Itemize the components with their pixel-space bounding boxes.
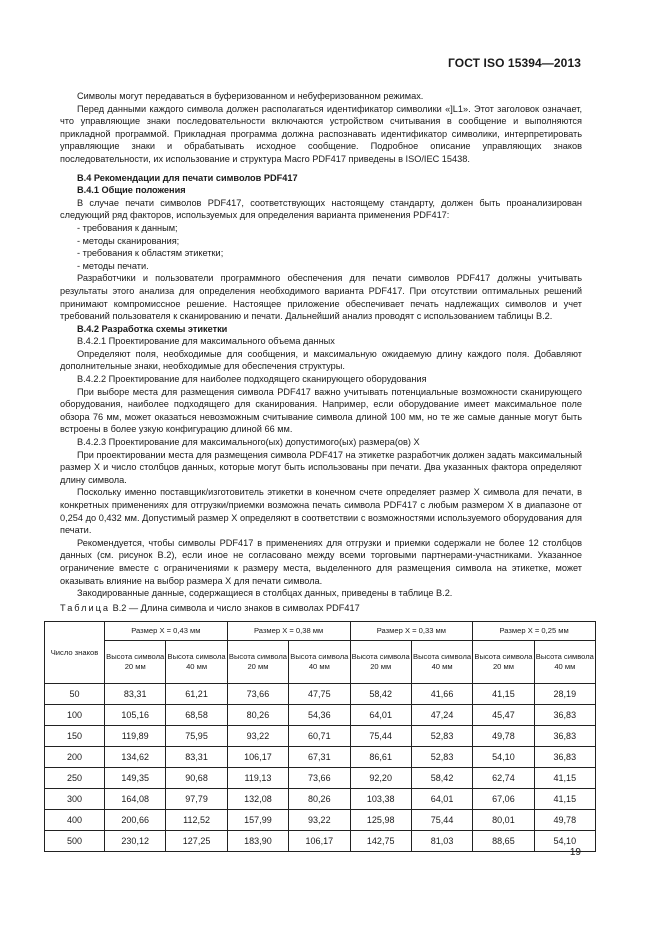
length-cell: 58,42: [350, 684, 411, 705]
group-header: Размер X = 0,25 мм: [473, 622, 596, 641]
length-cell: 81,03: [411, 831, 472, 852]
char-count-cell: 500: [45, 831, 105, 852]
length-cell: 93,22: [289, 810, 350, 831]
char-count-cell: 400: [45, 810, 105, 831]
char-count-cell: 300: [45, 789, 105, 810]
length-cell: 61,21: [166, 684, 227, 705]
length-cell: 54,10: [473, 747, 534, 768]
length-cell: 45,47: [473, 705, 534, 726]
length-cell: 200,66: [105, 810, 166, 831]
length-cell: 80,26: [227, 705, 288, 726]
length-cell: 125,98: [350, 810, 411, 831]
length-cell: 36,83: [534, 705, 595, 726]
table-row: [45, 768, 596, 789]
char-count-cell: 100: [45, 705, 105, 726]
clause-title: В.4.2.3 Проектирование для максимального(ых) допустимого(ых) размера(ов) X: [77, 437, 420, 448]
sub-header: Высота символа 20 мм: [350, 641, 411, 684]
length-cell: 149,35: [105, 768, 166, 789]
standard-header: ГОСТ ISO 15394—2013: [448, 56, 581, 70]
body-text: [60, 90, 582, 600]
table-caption-label: Таблица: [60, 603, 111, 613]
length-cell: 90,68: [166, 768, 227, 789]
list-item: - методы печати.: [77, 260, 149, 271]
length-cell: 75,95: [166, 726, 227, 747]
length-cell: 58,42: [411, 768, 472, 789]
sub-header: Высота символа 40 мм: [534, 641, 595, 684]
length-cell: 49,78: [534, 810, 595, 831]
group-header: Размер X = 0,38 мм: [227, 622, 350, 641]
length-cell: 62,74: [473, 768, 534, 789]
length-cell: 41,15: [534, 789, 595, 810]
list-item: - требования к областям этикетки;: [77, 248, 224, 259]
length-cell: 52,83: [411, 726, 472, 747]
length-cell: 41,15: [473, 684, 534, 705]
length-cell: 80,26: [289, 789, 350, 810]
length-cell: 83,31: [166, 747, 227, 768]
clause-title: В.4.2.2 Проектирование для наиболее подходящего сканирующего оборудования: [77, 374, 427, 385]
length-cell: 54,10: [534, 831, 595, 852]
length-cell: 64,01: [411, 789, 472, 810]
length-cell: 67,31: [289, 747, 350, 768]
length-cell: 119,13: [227, 768, 288, 789]
length-cell: 88,65: [473, 831, 534, 852]
sub-header: Высота символа 40 мм: [289, 641, 350, 684]
length-cell: 106,17: [227, 747, 288, 768]
section-heading: В.4 Рекомендации для печати символов PDF417: [77, 172, 298, 183]
paragraph: Поскольку именно поставщик/изготовитель этикетки в конечном счете определяет размер X символа для печати, в конкретных применениях для отгрузки/приемки возможна печать символа PDF417 с любым размером X в диапазоне от 0,254 до 0,432 мм. Допустимый размер X определяют в соответствии с возможностями используемого оборудования для печати.: [60, 487, 582, 536]
length-cell: 54,36: [289, 705, 350, 726]
length-cell: 52,83: [411, 747, 472, 768]
length-cell: 86,61: [350, 747, 411, 768]
length-cell: 36,83: [534, 747, 595, 768]
table-caption: [60, 603, 360, 613]
paragraph: При выборе места для размещения символа PDF417 важно учитывать потенциальные возможности сканирующего оборудования, наиболее подходящего для сканирования. Например, если оборудование имеет максимальное поле обзора 76 мм, может оказаться невозможным считывание символа длиной 100 мм, но те же самые данные могут быть встроены в более узкую конфигурацию длиной 66 мм.: [60, 386, 582, 435]
char-count-cell: 200: [45, 747, 105, 768]
paragraph: Перед данными каждого символа должен располагаться идентификатор символики «]L1». Этот заголовок означает, что управляющие знаки последовательности включаются устройством считывания в сообщение и выполняются прикладной программой. Прикладная программа должна распознавать идентификатор символики, интерпретировать управляющие знаки и обрабатывать исходное сообщение. Подробное описание управляющих знаков последовательности, их использование и структура Macro PDF417 приведены в ISO/IEC 15438.: [60, 103, 582, 164]
page-number: 19: [569, 847, 581, 858]
group-header: Размер X = 0,43 мм: [105, 622, 228, 641]
length-cell: 60,71: [289, 726, 350, 747]
length-cell: 106,17: [289, 831, 350, 852]
symbol-length-table: [44, 621, 596, 852]
paragraph: При проектировании места для размещения символа PDF417 на этикетке разработчик должен задать максимальный размер X и число столбцов данных, которые могут быть использованы при печати. Два указанных фактора определяют длину символа.: [60, 449, 582, 485]
length-cell: 230,12: [105, 831, 166, 852]
char-count-cell: 250: [45, 768, 105, 789]
paragraph: Разработчики и пользователи программного обеспечения для печати символов PDF417 должны учитывать результаты этого анализа для определения необходимого варианта PDF417. При отсутствии оптимальных решений принимают компромиссное решение. Настоящее приложение обеспечивает печать надлежащих символов и учет требований пользователя к сканированию и печати. Дальнейший анализ проводят с использованием таблицы В.2.: [60, 273, 582, 322]
length-cell: 73,66: [227, 684, 288, 705]
length-cell: 67,06: [473, 789, 534, 810]
char-count-cell: 50: [45, 684, 105, 705]
table-row: [45, 705, 596, 726]
char-count-cell: 150: [45, 726, 105, 747]
length-cell: 105,16: [105, 705, 166, 726]
length-cell: 132,08: [227, 789, 288, 810]
length-cell: 41,66: [411, 684, 472, 705]
subsection-heading: В.4.2 Разработка схемы этикетки: [77, 323, 228, 334]
length-cell: 92,20: [350, 768, 411, 789]
length-cell: 93,22: [227, 726, 288, 747]
length-cell: 97,79: [166, 789, 227, 810]
length-cell: 83,31: [105, 684, 166, 705]
sub-header: Высота символа 40 мм: [411, 641, 472, 684]
group-header: Размер X = 0,33 мм: [350, 622, 473, 641]
list-item: - требования к данным;: [77, 222, 178, 233]
length-cell: 127,25: [166, 831, 227, 852]
length-cell: 41,15: [534, 768, 595, 789]
length-cell: 142,75: [350, 831, 411, 852]
sub-header: Высота символа 40 мм: [166, 641, 227, 684]
paragraph: В случае печати символов PDF417, соответствующих настоящему стандарту, должен быть проанализирован следующий ряд факторов, используемых для определения варианта применения PDF417:: [60, 197, 582, 221]
paragraph: Закодированные данные, содержащиеся в столбцах данных, приведены в таблице В.2.: [77, 588, 453, 599]
table-row: [45, 684, 596, 705]
sub-header: Высота символа 20 мм: [105, 641, 166, 684]
table-row: [45, 726, 596, 747]
length-cell: 134,62: [105, 747, 166, 768]
sub-header: Высота символа 20 мм: [473, 641, 534, 684]
table-body: [45, 684, 596, 852]
row-header-cell: Число знаков: [45, 622, 105, 684]
table-row: [45, 831, 596, 852]
table-row: [45, 747, 596, 768]
length-cell: 183,90: [227, 831, 288, 852]
length-cell: 157,99: [227, 810, 288, 831]
length-cell: 64,01: [350, 705, 411, 726]
length-cell: 103,38: [350, 789, 411, 810]
length-cell: 49,78: [473, 726, 534, 747]
sub-header: Высота символа 20 мм: [227, 641, 288, 684]
length-cell: 73,66: [289, 768, 350, 789]
length-cell: 36,83: [534, 726, 595, 747]
length-cell: 75,44: [411, 810, 472, 831]
length-cell: 164,08: [105, 789, 166, 810]
list-item: - методы сканирования;: [77, 235, 180, 246]
table-row: [45, 789, 596, 810]
table-caption-text: В.2 — Длина символа и число знаков в символах PDF417: [110, 603, 360, 613]
length-cell: 112,52: [166, 810, 227, 831]
length-cell: 80,01: [473, 810, 534, 831]
length-cell: 119,89: [105, 726, 166, 747]
paragraph: Символы могут передаваться в буферизованном и небуферизованном режимах.: [77, 91, 424, 101]
paragraph: Определяют поля, необходимые для сообщения, и максимальную ожидаемую длину каждого поля. Добавляют дополнительные знаки, необходимые для обеспечения структуры.: [60, 348, 582, 372]
length-cell: 68,58: [166, 705, 227, 726]
clause-title: В.4.2.1 Проектирование для максимального объема данных: [77, 336, 335, 347]
length-cell: 47,75: [289, 684, 350, 705]
length-cell: 28,19: [534, 684, 595, 705]
length-cell: 47,24: [411, 705, 472, 726]
paragraph: Рекомендуется, чтобы символы PDF417 в применениях для отгрузки и приемки содержали не более 12 столбцов данных (см. рисунок В.2), если иное не согласовано между всеми торговыми партнерами-участниками. Указанное ограничение вместе с ограничениями к размеру места, выделенного для размещения символа на этикетке, может оказывать влияние на выбор размера X для печати символа.: [60, 537, 582, 586]
subsection-heading: В.4.1 Общие положения: [77, 185, 186, 196]
table-row: [45, 810, 596, 831]
length-cell: 75,44: [350, 726, 411, 747]
